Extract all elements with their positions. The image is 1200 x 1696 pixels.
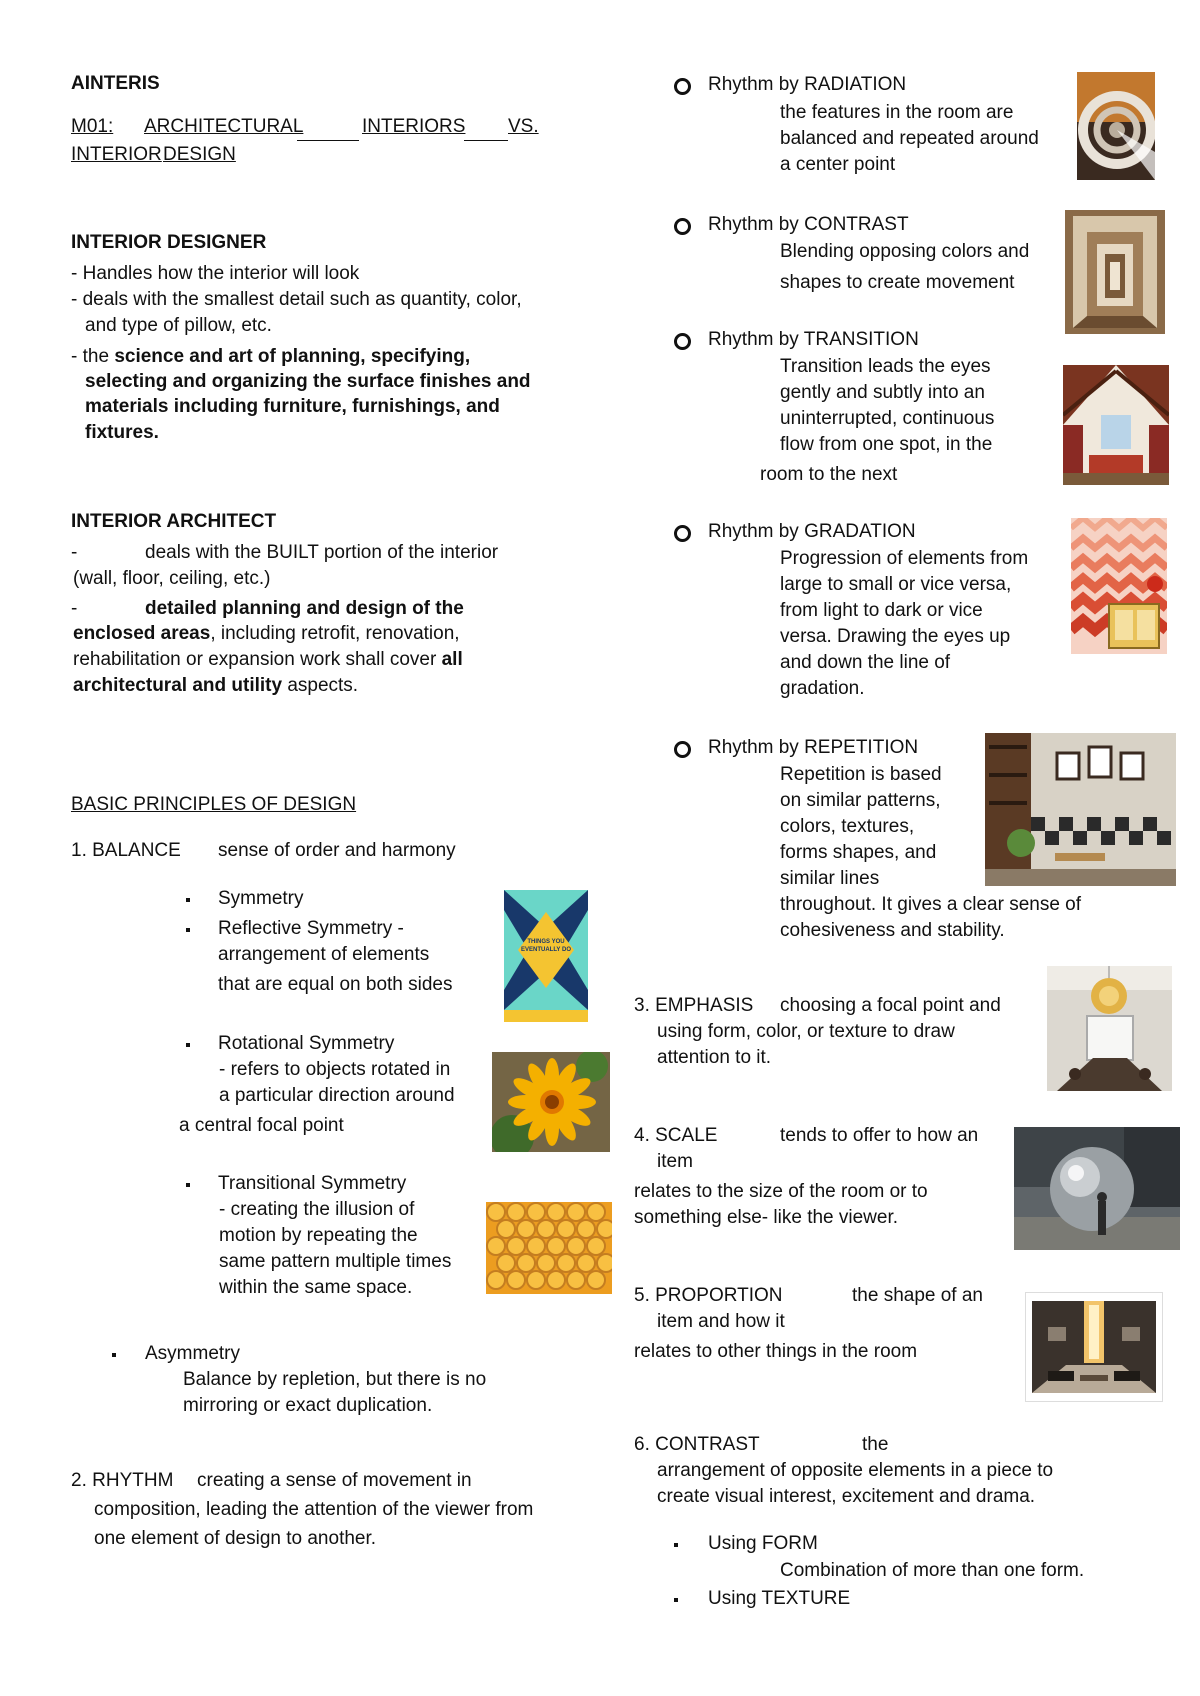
designer-point-3-line-3: materials including furniture, furnishings, and (85, 396, 500, 417)
contrast-line-1: the (862, 1434, 889, 1455)
bullet-square (674, 1543, 678, 1547)
rhythm-repetition-line-7: cohesiveness and stability. (780, 920, 1005, 941)
rhythm-repetition-line-5: similar lines (780, 868, 880, 889)
bullet-square (186, 928, 190, 932)
module-title-word-5: INTERIOR (71, 144, 162, 165)
asymmetry-line-2: mirroring or exact duplication. (183, 1395, 433, 1416)
rotational-symmetry: Rotational Symmetry (218, 1033, 395, 1054)
rotational-symmetry-line-3: a particular direction around (219, 1085, 455, 1106)
architect-line-4-bold: architectural and utility (73, 675, 283, 696)
balance-description: sense of order and harmony (218, 840, 456, 861)
circle-bullet (674, 741, 691, 758)
rhythm-gradation-title: Rhythm by GRADATION (708, 521, 916, 542)
rotational-symmetry-line-4: a central focal point (179, 1115, 344, 1136)
rhythm-transition-line-3: uninterrupted, continuous (780, 408, 995, 429)
asymmetry-item: Asymmetry (145, 1343, 240, 1364)
rhythm-transition-line-4: flow from one spot, in the (780, 434, 993, 455)
reflective-symmetry-line-2: arrangement of elements (218, 944, 430, 965)
designer-point-3-bold: science and art of planning, specifying, (114, 346, 471, 367)
lounge-room-image (1025, 1292, 1163, 1402)
rhythm-transition-line-1: Transition leads the eyes (780, 356, 991, 377)
checkered-living-room-image (985, 733, 1176, 886)
designer-point-1: - Handles how the interior will look (71, 263, 360, 284)
reflective-symmetry: Reflective Symmetry - (218, 918, 404, 939)
rhythm-gradation-line-5: and down the line of (780, 652, 951, 673)
interior-architect-heading: INTERIOR ARCHITECT (71, 511, 277, 532)
balance-label: 1. BALANCE (71, 840, 181, 861)
architect-point-2-line-3 (73, 647, 463, 673)
transitional-symmetry-line-2: - creating the illusion of (219, 1199, 415, 1220)
module-title-word-1: M01: (71, 116, 114, 137)
flower-graphic (492, 1052, 610, 1152)
bullet-square (186, 1183, 190, 1187)
spiral-staircase-graphic (1077, 72, 1155, 180)
steel-sphere-sculpture-graphic (1014, 1127, 1180, 1250)
rhythm-contrast-line-1: Blending opposing colors and (780, 241, 1030, 262)
bullet-square (112, 1353, 116, 1357)
proportion-label: 5. PROPORTION (634, 1285, 783, 1306)
emphasis-label: 3. EMPHASIS (634, 995, 754, 1016)
contrast-line-2: arrangement of opposite elements in a piece to (657, 1460, 1054, 1481)
contrast-label: 6. CONTRAST (634, 1434, 760, 1455)
designer-point-2: - deals with the smallest detail such as quantity, color, (71, 289, 522, 310)
module-title-word-3: INTERIORS (362, 116, 466, 137)
rhythm-description-line-2: composition, leading the attention of the viewer from (94, 1499, 534, 1520)
rhythm-contrast-title: Rhythm by CONTRAST (708, 214, 909, 235)
contrast-form-item: Using FORM (708, 1533, 818, 1554)
scale-line-2: item (657, 1151, 693, 1172)
rhythm-repetition-line-2: on similar patterns, (780, 790, 941, 811)
architect-line-3-bold: all (441, 649, 463, 670)
rhythm-radiation-line-2: balanced and repeated around (780, 128, 1039, 149)
chevron-wall-graphic (1071, 518, 1167, 654)
asymmetry-line-1: Balance by repletion, but there is no (183, 1369, 487, 1390)
transitional-symmetry-line-3: motion by repeating the (219, 1225, 418, 1246)
bullet-square (186, 1043, 190, 1047)
rhythm-contrast-line-2: shapes to create movement (780, 272, 1015, 293)
designer-point-3-prefix: - the (71, 346, 115, 367)
scale-line-4: something else- like the viewer. (634, 1207, 899, 1228)
scale-line-1: tends to offer to how an (780, 1125, 979, 1146)
module-title-underline-gap-2 (464, 114, 508, 141)
rhythm-description: creating a sense of movement in (197, 1470, 472, 1491)
honeycomb-image (486, 1202, 612, 1294)
architect-line-4-text: aspects. (282, 675, 359, 696)
proportion-line-1: the shape of an (852, 1285, 983, 1306)
designer-point-3-line-4: fixtures. (85, 422, 159, 443)
architect-enclosed-areas: enclosed areas (73, 623, 211, 644)
transitional-symmetry-line-5: within the same space. (219, 1277, 413, 1298)
interior-designer-heading: INTERIOR DESIGNER (71, 232, 267, 253)
rhythm-repetition-title: Rhythm by REPETITION (708, 737, 919, 758)
circle-bullet (674, 218, 691, 235)
architect-point-2-line-2 (73, 621, 460, 647)
checkered-living-room-graphic (985, 733, 1176, 886)
rhythm-label: 2. RHYTHM (71, 1470, 174, 1491)
architect-dash-2: - (71, 598, 78, 619)
bullet-square (674, 1598, 678, 1602)
rhythm-gradation-line-4: versa. Drawing the eyes up (780, 626, 1011, 647)
transitional-symmetry-line-4: same pattern multiple times (219, 1251, 452, 1272)
course-title: AINTERIS (71, 73, 160, 94)
book-title-line-2: EVENTUALLY DO (520, 947, 571, 953)
rhythm-transition-line-5: room to the next (760, 464, 898, 485)
module-title-word-2: ARCHITECTURAL (144, 116, 304, 137)
rhythm-gradation-line-1: Progression of elements from (780, 548, 1029, 569)
emphasis-line-1: choosing a focal point and (780, 995, 1001, 1016)
rhythm-repetition-line-1: Repetition is based (780, 764, 942, 785)
designer-point-2-cont: and type of pillow, etc. (85, 315, 272, 336)
architect-point-1-cont: (wall, floor, ceiling, etc.) (73, 568, 271, 589)
chandelier-dining-room-image (1047, 966, 1172, 1091)
hallway-graphic (1065, 210, 1165, 334)
living-room-beams-image (1063, 365, 1169, 485)
circle-bullet (674, 78, 691, 95)
honeycomb-graphic (486, 1202, 612, 1294)
transitional-symmetry: Transitional Symmetry (218, 1173, 407, 1194)
architect-point-2-rest: , including retrofit, renovation, (210, 623, 460, 644)
rhythm-description-line-3: one element of design to another. (94, 1528, 377, 1549)
module-title-underline-gap (297, 114, 359, 141)
rhythm-radiation-line-3: a center point (780, 154, 896, 175)
contrast-texture-item: Using TEXTURE (708, 1588, 851, 1609)
proportion-line-2: item and how it (657, 1311, 785, 1332)
module-title-word-6: DESIGN (163, 144, 236, 165)
architect-dash-1: - (71, 542, 78, 563)
scale-line-3: relates to the size of the room or to (634, 1181, 928, 1202)
rhythm-radiation-title: Rhythm by RADIATION (708, 74, 907, 95)
architect-line-3-text: rehabilitation or expansion work shall cover (73, 649, 442, 670)
architect-point-2: detailed planning and design of the (145, 598, 464, 619)
rhythm-transition-title: Rhythm by TRANSITION (708, 329, 919, 350)
rhythm-repetition-line-3: colors, textures, (780, 816, 915, 837)
architect-point-2-line-4 (73, 673, 358, 699)
rhythm-gradation-line-3: from light to dark or vice (780, 600, 983, 621)
architect-point-1: deals with the BUILT portion of the interior (145, 542, 499, 563)
chandelier-dining-room-graphic (1047, 966, 1172, 1091)
emphasis-line-3: attention to it. (657, 1047, 772, 1068)
bullet-square (186, 898, 190, 902)
circle-bullet (674, 333, 691, 350)
rhythm-gradation-line-6: gradation. (780, 678, 865, 699)
designer-point-3 (71, 344, 470, 370)
book-cover-image (504, 890, 588, 1022)
steel-sphere-sculpture-image (1014, 1127, 1180, 1250)
spiral-staircase-image (1077, 72, 1155, 180)
module-title-word-4: VS. (508, 116, 539, 137)
rhythm-radiation-line-1: the features in the room are (780, 102, 1014, 123)
proportion-line-3: relates to other things in the room (634, 1341, 918, 1362)
principles-heading: BASIC PRINCIPLES OF DESIGN (71, 794, 357, 815)
book-cover-graphic (504, 890, 588, 1022)
scale-label: 4. SCALE (634, 1125, 718, 1146)
rhythm-repetition-line-6: throughout. It gives a clear sense of (780, 894, 1082, 915)
rhythm-repetition-line-4: forms shapes, and (780, 842, 937, 863)
reflective-symmetry-line-3: that are equal on both sides (218, 974, 453, 995)
designer-point-3-line-2: selecting and organizing the surface finishes and (85, 371, 531, 392)
book-title-line-1: THINGS YOU (527, 939, 565, 945)
hallway-image (1065, 210, 1165, 334)
emphasis-line-2: using form, color, or texture to draw (657, 1021, 955, 1042)
rotational-symmetry-line-2: - refers to objects rotated in (219, 1059, 451, 1080)
rhythm-transition-line-2: gently and subtly into an (780, 382, 985, 403)
living-room-beams-graphic (1063, 365, 1169, 485)
flower-image (492, 1052, 610, 1152)
contrast-form-description: Combination of more than one form. (780, 1560, 1085, 1581)
circle-bullet (674, 525, 691, 542)
lounge-room-graphic (1026, 1293, 1162, 1401)
chevron-wall-image (1071, 518, 1167, 654)
contrast-line-3: create visual interest, excitement and drama. (657, 1486, 1036, 1507)
rhythm-gradation-line-2: large to small or vice versa, (780, 574, 1012, 595)
symmetry-item: Symmetry (218, 888, 304, 909)
